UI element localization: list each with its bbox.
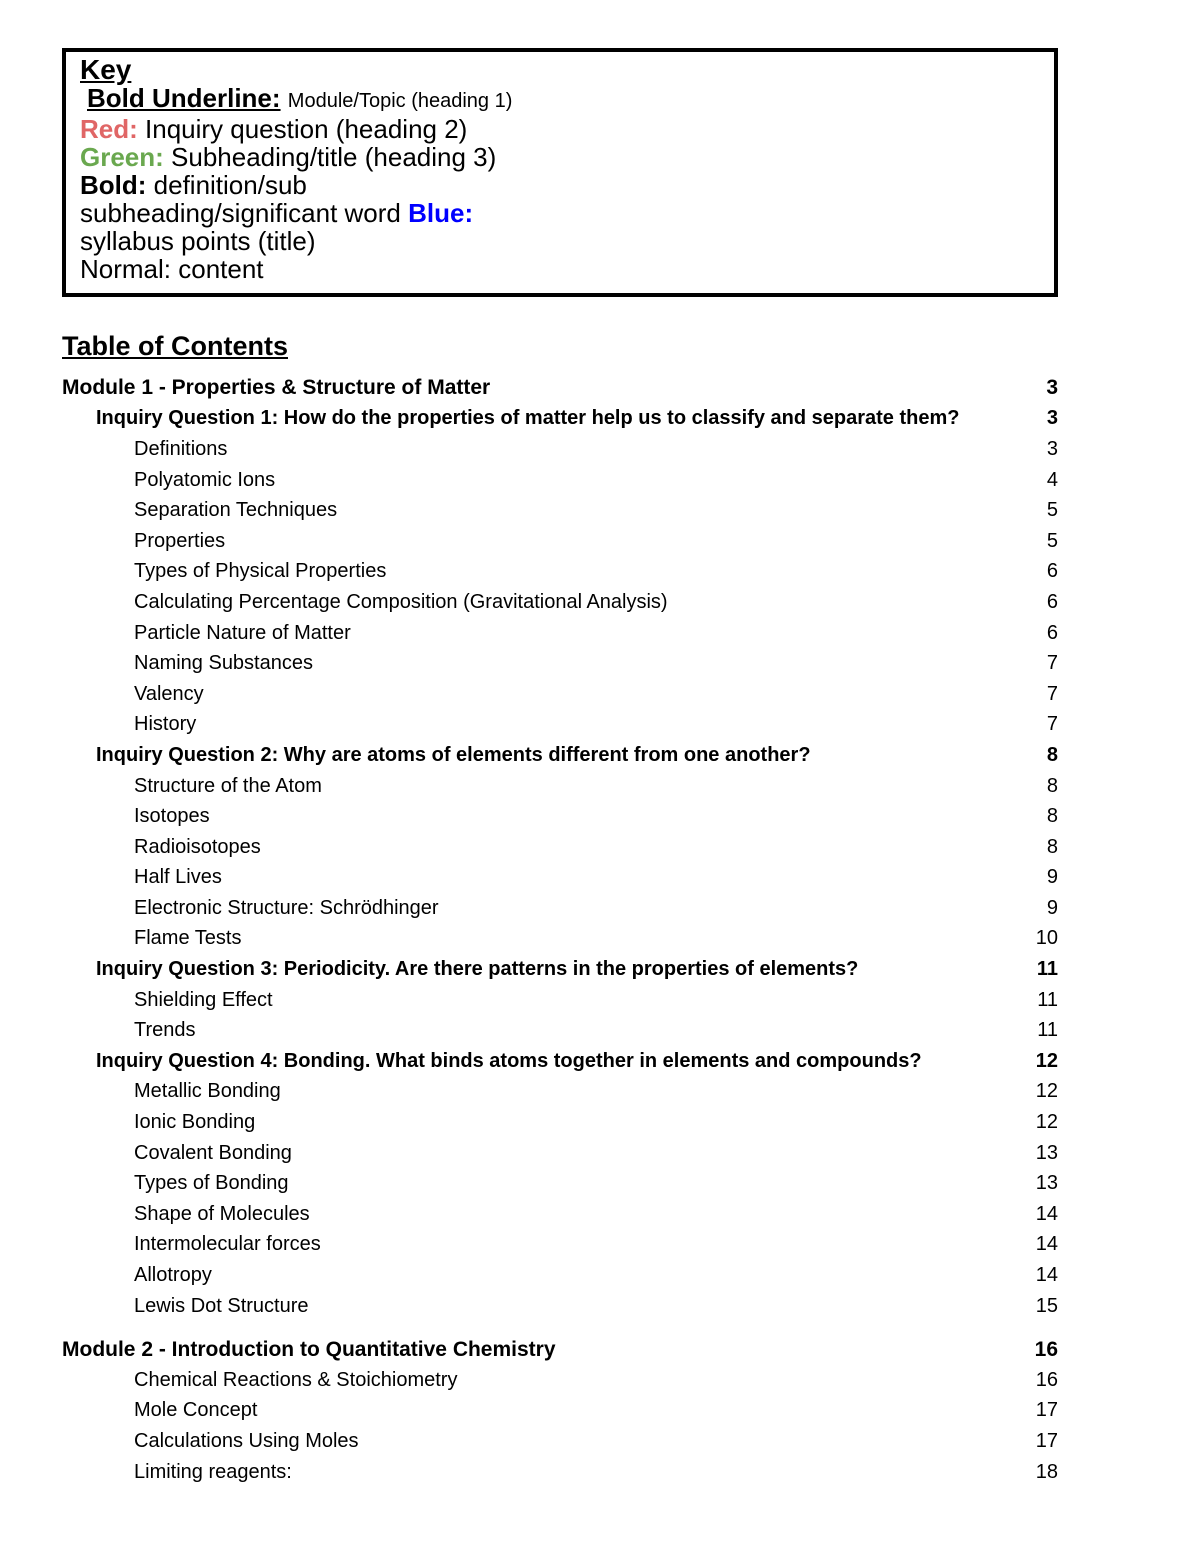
key-run-red: Red: <box>80 114 138 144</box>
toc-entry-page: 14 <box>1035 1264 1058 1287</box>
toc-title: Table of Contents <box>62 331 288 361</box>
toc-entry[interactable] <box>62 679 1058 710</box>
toc-entry-label: Covalent Bonding <box>134 1141 292 1164</box>
key-run-normal: subheading/significant word <box>80 198 409 228</box>
toc-entry-page: 16 <box>1035 1368 1058 1391</box>
toc-entry[interactable] <box>62 1396 1058 1427</box>
toc-entry-label: Allotropy <box>134 1264 212 1287</box>
toc-entry[interactable] <box>62 1230 1058 1261</box>
toc-entry-label: Trends <box>134 1019 196 1042</box>
key-run-blue: Blue: <box>408 198 474 228</box>
toc-entry[interactable] <box>62 710 1058 741</box>
key-line <box>80 84 1040 115</box>
toc-list <box>62 373 1058 1487</box>
toc-entry-label: Electronic Structure: Schrödhinger <box>134 896 439 919</box>
toc-entry[interactable] <box>62 557 1058 588</box>
toc-entry-label: Chemical Reactions & Stoichiometry <box>134 1368 458 1391</box>
toc-entry-label: Polyatomic Ions <box>134 468 276 491</box>
toc-entry-page: 3 <box>1046 376 1058 400</box>
toc-entry-label: Naming Substances <box>134 652 313 675</box>
toc-entry-page: 4 <box>1046 468 1058 491</box>
toc-entry-page: 18 <box>1035 1460 1058 1483</box>
key-run-normal: definition/sub <box>146 170 307 200</box>
toc-entry-label: Types of Bonding <box>134 1172 289 1195</box>
toc-entry-label: Mole Concept <box>134 1399 258 1422</box>
toc-entry[interactable] <box>62 1291 1058 1322</box>
toc-entry[interactable] <box>62 893 1058 924</box>
toc-entry-label: Module 2 - Introduction to Quantitative Chemistry <box>62 1337 556 1361</box>
toc-entry[interactable] <box>62 373 1058 404</box>
toc-entry-label: Calculations Using Moles <box>134 1429 359 1452</box>
key-run-normal: Subheading/title (heading 3) <box>163 142 497 172</box>
toc-entry-page: 12 <box>1035 1080 1058 1103</box>
toc-entry-page: 7 <box>1046 652 1058 675</box>
toc-entry[interactable] <box>62 495 1058 526</box>
key-line <box>80 199 1040 227</box>
toc-entry[interactable] <box>62 618 1058 649</box>
toc-entry-label: Limiting reagents: <box>134 1460 292 1483</box>
toc-entry[interactable] <box>62 1015 1058 1046</box>
toc-entry-label: History <box>134 713 197 736</box>
toc-entry-label: Inquiry Question 3: Periodicity. Are there patterns in the properties of elements? <box>96 958 859 981</box>
toc-entry-label: Metallic Bonding <box>134 1080 281 1103</box>
toc-entry[interactable] <box>62 924 1058 955</box>
key-line <box>80 171 1040 199</box>
toc-entry[interactable] <box>62 1426 1058 1457</box>
toc-entry-label: Particle Nature of Matter <box>134 621 351 644</box>
toc-entry-page: 6 <box>1046 560 1058 583</box>
toc-entry[interactable] <box>62 526 1058 557</box>
toc-entry-page: 3 <box>1046 437 1058 460</box>
toc-entry-label: Definitions <box>134 437 228 460</box>
toc-entry-page: 15 <box>1035 1294 1058 1317</box>
toc-entry-label: Calculating Percentage Composition (Gravitational Analysis) <box>134 590 668 613</box>
toc-entry-page: 16 <box>1034 1337 1058 1361</box>
key-run-bold: Bold: <box>80 170 147 200</box>
toc-entry-label: Radioisotopes <box>134 835 261 858</box>
toc-entry-label: Module 1 - Properties & Structure of Matter <box>62 376 491 400</box>
key-line <box>80 227 1040 255</box>
toc-entry[interactable] <box>62 1107 1058 1138</box>
toc-entry-page: 8 <box>1046 835 1058 858</box>
toc-entry-page: 6 <box>1046 590 1058 613</box>
toc-entry[interactable] <box>62 587 1058 618</box>
toc-entry[interactable] <box>62 1138 1058 1169</box>
key-line <box>80 143 1040 171</box>
toc-entry-label: Isotopes <box>134 805 210 828</box>
toc-entry-label: Inquiry Question 1: How do the properties of matter help us to classify and separate them? <box>96 407 960 430</box>
toc-entry[interactable] <box>62 465 1058 496</box>
toc-entry-label: Valency <box>134 682 204 705</box>
toc-entry-page: 14 <box>1035 1202 1058 1225</box>
toc-entry[interactable] <box>62 1168 1058 1199</box>
toc-entry[interactable] <box>62 740 1058 771</box>
toc-entry[interactable] <box>62 801 1058 832</box>
toc-entry-page: 13 <box>1035 1172 1058 1195</box>
toc-entry-page: 14 <box>1035 1233 1058 1256</box>
toc-entry-label: Ionic Bonding <box>134 1111 256 1134</box>
toc-entry-label: Intermolecular forces <box>134 1233 321 1256</box>
key-title: Key <box>80 54 132 85</box>
toc-entry-label: Lewis Dot Structure <box>134 1294 309 1317</box>
key-lines <box>80 84 1040 283</box>
toc-entry-page: 7 <box>1046 682 1058 705</box>
key-line <box>80 255 1040 283</box>
key-run-normal <box>281 83 288 113</box>
toc-entry[interactable] <box>62 1260 1058 1291</box>
key-box <box>62 48 1058 297</box>
key-run-small: Module/Topic (heading 1) <box>287 90 513 112</box>
toc-entry[interactable] <box>62 832 1058 863</box>
toc-entry-page: 11 <box>1036 958 1058 981</box>
toc-entry-label: Properties <box>134 529 226 552</box>
toc-entry-label: Inquiry Question 4: Bonding. What binds atoms together in elements and compounds? <box>96 1049 922 1072</box>
key-run-green: Green: <box>80 142 164 172</box>
toc-entry-page: 8 <box>1046 805 1058 828</box>
toc-entry-page: 5 <box>1046 499 1058 522</box>
key-run-normal: syllabus points (title) <box>80 226 316 256</box>
toc-entry-label: Types of Physical Properties <box>134 560 387 583</box>
toc-entry[interactable] <box>62 648 1058 679</box>
toc-entry[interactable] <box>62 985 1058 1016</box>
toc-entry-page: 5 <box>1046 529 1058 552</box>
toc-entry[interactable] <box>62 954 1058 985</box>
toc-entry-label: Shape of Molecules <box>134 1202 310 1225</box>
key-line <box>80 115 1040 143</box>
toc-entry-label: Shielding Effect <box>134 988 273 1011</box>
toc-entry-label: Inquiry Question 2: Why are atoms of elements different from one another? <box>96 743 811 766</box>
toc-entry[interactable] <box>62 771 1058 802</box>
key-run-bold-underline: Bold Underline: <box>87 83 281 113</box>
toc-entry-page: 9 <box>1046 866 1058 889</box>
toc-entry[interactable] <box>62 1365 1058 1396</box>
toc-entry-page: 8 <box>1046 774 1058 797</box>
toc-entry-label: Structure of the Atom <box>134 774 322 797</box>
toc-entry[interactable] <box>62 1334 1058 1365</box>
toc-entry-page: 13 <box>1035 1141 1058 1164</box>
toc-entry-page: 9 <box>1046 896 1058 919</box>
toc-entry-page: 10 <box>1035 927 1058 950</box>
toc-entry-label: Flame Tests <box>134 927 242 950</box>
toc-entry-page: 11 <box>1037 988 1058 1011</box>
toc-entry-page: 7 <box>1046 713 1058 736</box>
toc-entry[interactable] <box>62 1046 1058 1077</box>
toc-entry-page: 17 <box>1035 1429 1058 1452</box>
toc-entry-label: Separation Techniques <box>134 499 338 522</box>
toc-entry[interactable] <box>62 863 1058 894</box>
toc-entry-page: 11 <box>1037 1019 1058 1042</box>
toc-entry[interactable] <box>62 1199 1058 1230</box>
toc-entry-page: 17 <box>1035 1399 1058 1422</box>
key-run-normal: Inquiry question (heading 2) <box>137 114 468 144</box>
toc-entry[interactable] <box>62 1457 1058 1488</box>
toc-entry[interactable] <box>62 1077 1058 1108</box>
toc-entry-page: 8 <box>1046 743 1058 766</box>
toc-entry-page: 3 <box>1046 407 1058 430</box>
toc-entry-label: Half Lives <box>134 866 222 889</box>
toc-entry[interactable] <box>62 434 1058 465</box>
toc-entry-page: 12 <box>1035 1049 1058 1072</box>
key-run-normal: Normal: content <box>80 254 264 284</box>
toc-entry-page: 6 <box>1046 621 1058 644</box>
toc-entry-page: 12 <box>1035 1111 1058 1134</box>
toc-entry[interactable] <box>62 404 1058 435</box>
